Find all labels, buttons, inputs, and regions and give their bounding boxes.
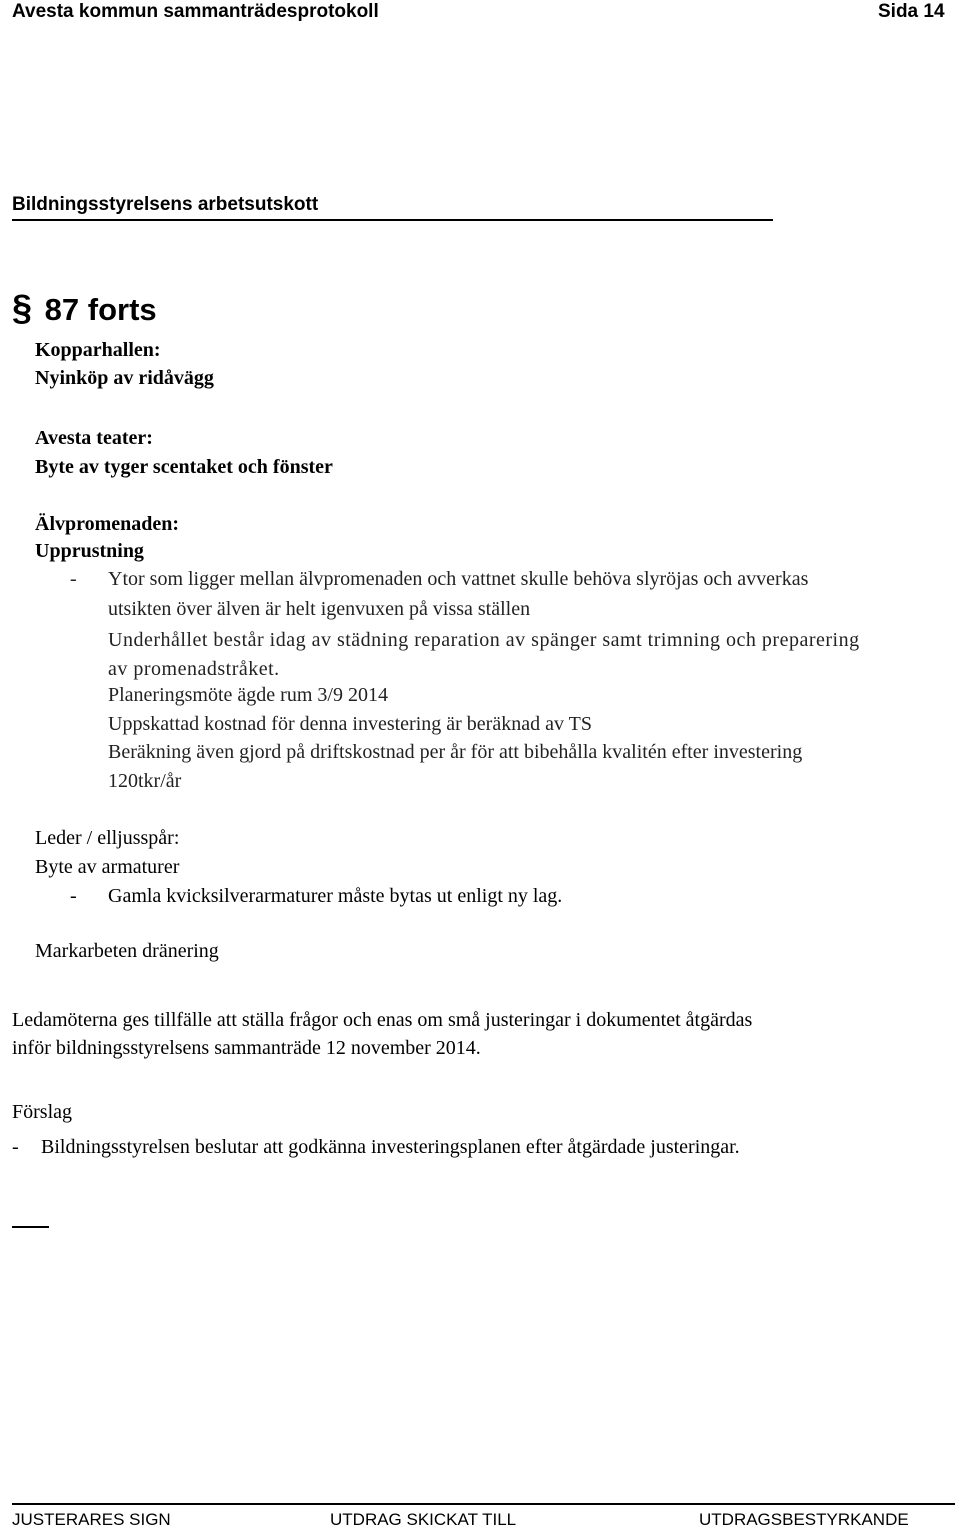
page-number: Sida 14: [878, 1, 945, 22]
section-symbol: §: [12, 287, 33, 328]
body-text-line: inför bildningsstyrelsens sammanträde 12 november 2014.: [12, 1037, 481, 1059]
list-dash: -: [70, 568, 77, 590]
section-sub-teater: Byte av tyger scentaket och fönster: [35, 456, 333, 478]
committee-name: Bildningsstyrelsens arbetsutskott: [12, 194, 319, 215]
document-title: Avesta kommun sammanträdesprotokoll: [12, 1, 379, 22]
committee-underline: [12, 219, 773, 221]
footer-rule: [12, 1503, 955, 1505]
section-sub-alvpromenaden: Upprustning: [35, 540, 144, 562]
list-item: Ytor som ligger mellan älvpromenaden och vattnet skulle behöva slyröjas och avverkas: [108, 568, 809, 590]
footer-justerares-sign: JUSTERARES SIGN: [12, 1510, 171, 1529]
body-text-line: Ledamöterna ges tillfälle att ställa frågor och enas om små justeringar i dokumentet åtgärdas: [12, 1009, 753, 1031]
list-item: utsikten över älven är helt igenvuxen på vissa ställen: [108, 598, 531, 620]
section-heading-teater: Avesta teater:: [35, 427, 153, 449]
paragraph-heading: [12, 287, 157, 329]
footer-utdragsbestyrkande: UTDRAGSBESTYRKANDE: [699, 1510, 909, 1529]
section-sub-leder: Byte av armaturer: [35, 856, 180, 878]
section-sub-kopparhallen: Nyinköp av ridåvägg: [35, 367, 214, 389]
list-item: av promenadstråket.: [108, 658, 280, 680]
list-item: Gamla kvicksilverarmaturer måste bytas ut enligt ny lag.: [108, 885, 563, 907]
list-item: Planeringsmöte ägde rum 3/9 2014: [108, 684, 388, 706]
proposal-heading: Förslag: [12, 1101, 72, 1123]
paragraph-title: 87 forts: [44, 292, 157, 327]
section-heading-markarbeten: Markarbeten dränering: [35, 940, 219, 962]
list-item: Beräkning även gjord på driftskostnad per år för att bibehålla kvalitén efter investering: [108, 741, 803, 763]
list-item: 120tkr/år: [108, 770, 182, 792]
list-dash: -: [12, 1136, 19, 1158]
section-heading-alvpromenaden: Älvpromenaden:: [35, 513, 180, 535]
section-heading-kopparhallen: Kopparhallen:: [35, 339, 161, 361]
section-heading-leder: Leder / elljusspår:: [35, 827, 180, 849]
list-dash: -: [70, 885, 77, 907]
list-item: Underhållet består idag av städning reparation av spänger samt trimning och preparering: [108, 629, 860, 651]
proposal-item: Bildningsstyrelsen beslutar att godkänna investeringsplanen efter åtgärdade justeringar.: [41, 1136, 740, 1158]
footer-utdrag-skickat: UTDRAG SKICKAT TILL: [330, 1510, 517, 1529]
list-item: Uppskattad kostnad för denna investering är beräknad av TS: [108, 713, 592, 735]
end-rule: [12, 1226, 49, 1228]
